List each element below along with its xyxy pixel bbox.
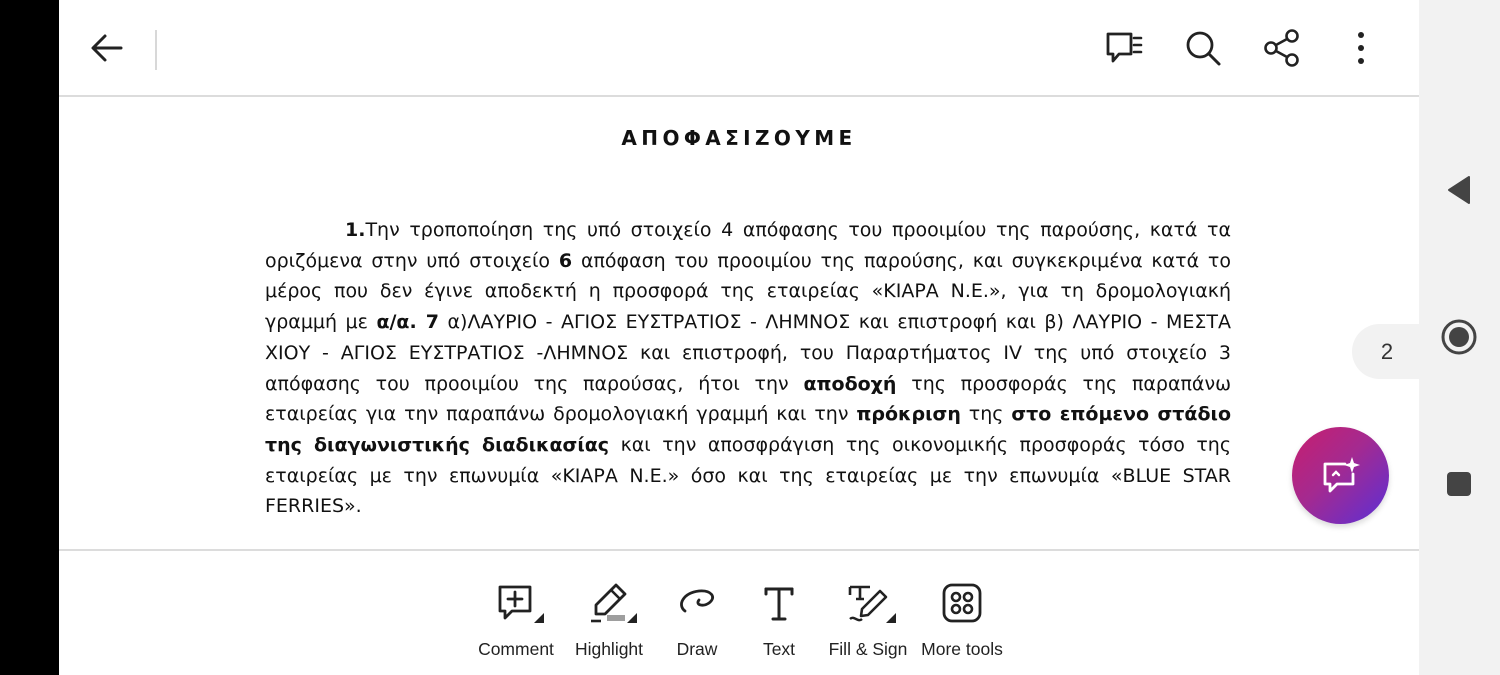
share-icon (1262, 28, 1302, 68)
comment-add-icon (494, 581, 538, 625)
bold-text-run: 6 (558, 249, 573, 272)
draw-icon (675, 581, 719, 625)
submenu-indicator (627, 613, 637, 623)
bold-text-run: στο επόμενο στάδιο της διαγωνιστικής διαδικασίας (265, 403, 1231, 456)
comments-list-icon (1104, 28, 1144, 68)
system-back-button[interactable] (1439, 170, 1479, 210)
document-page[interactable] (59, 99, 1419, 551)
pdf-viewer-app (59, 0, 1419, 675)
document-heading: ΑΠΟΦΑΣΙΖΟΥΜΕ (621, 126, 857, 150)
fill-sign-icon (846, 581, 890, 625)
bold-text-run: αποδοχή (803, 372, 897, 395)
text-run: της προσφοράς της παραπάνω εταιρείας για την παραπάνω δρομολογιακή γραμμή και την (265, 372, 1231, 426)
tool-label: Text (762, 639, 796, 659)
tool-highlight[interactable] (569, 581, 649, 671)
search-icon (1184, 29, 1222, 67)
page-number-indicator[interactable]: 2 (1352, 324, 1422, 379)
highlighter-icon (587, 581, 631, 625)
back-arrow-icon (89, 30, 125, 66)
more-vertical-icon (1355, 30, 1367, 66)
triangle-back-icon (1445, 174, 1473, 206)
text-run: της (960, 403, 1012, 426)
tool-text[interactable] (747, 581, 811, 671)
tool-label: Highlight (574, 639, 644, 659)
recents-square-icon (1445, 470, 1473, 498)
text-run: απόφαση του προοιμίου της παρούσης, και συγκεκριμένα κατά το μέρος που δεν έγινε αποδεκτή η προσφορά της εταιρείας «ΚΙΑΡΑ Ν.Ε.», για τη δρομολογιακή γραμμή με (265, 249, 1231, 334)
tool-label: Draw (676, 639, 718, 659)
text-run: και την αποσφράγιση της οικονομικής προσφοράς τόσο της εταιρείας με την επωνυμία «ΚΙΑΡΑ Ν.Ε.» όσο και της εταιρείας με την επωνυμία «BLUE STAR FERRIES». (265, 433, 1231, 518)
bold-text-run: 1. (345, 219, 366, 241)
system-navigation-bar (1419, 0, 1500, 675)
bold-text-run: πρόκριση (856, 403, 961, 426)
submenu-indicator (886, 613, 896, 623)
home-circle-icon (1439, 317, 1479, 357)
document-body (265, 215, 1231, 522)
more-options-button[interactable] (1337, 24, 1385, 72)
top-toolbar (59, 0, 1419, 97)
ai-chat-sparkle-icon (1319, 454, 1363, 498)
tool-fill-sign[interactable] (823, 581, 913, 671)
tool-draw[interactable] (662, 581, 732, 671)
toolbar-divider (155, 30, 157, 70)
system-recents-button[interactable] (1439, 464, 1479, 504)
tool-more-tools[interactable] (916, 581, 1008, 671)
submenu-indicator (534, 613, 544, 623)
tool-label: Comment (478, 639, 554, 659)
document-paragraph (265, 215, 1231, 522)
tool-label: Fill & Sign (828, 639, 908, 659)
text-run: α)ΛΑΥΡΙΟ - ΑΓΙΟΣ ΕΥΣΤΡΑΤΙΟΣ - ΛΗΜΝΟΣ και επιστροφή και β) ΛΑΥΡΙΟ - ΜΕΣΤΑ ΧΙΟΥ - ΑΓΙΟΣ ΕΥΣΤΡΑΤΙΟΣ -ΛΗΜΝΟΣ και επιστροφή, του Παραρτήματος IV της υπό στοιχείο 3 απόφασης του προοιμίου της παρούσας, ήτοι την (265, 311, 1231, 395)
tool-comment[interactable] (476, 581, 556, 671)
text-icon (757, 581, 801, 625)
search-button[interactable] (1179, 24, 1227, 72)
system-home-button[interactable] (1439, 317, 1479, 357)
ai-assistant-button[interactable] (1292, 427, 1389, 524)
text-run: Την τροποποίηση της υπό στοιχείο 4 απόφασης του προοιμίου της παρούσης, κατά τα οριζόμενα στην υπό στοιχείο (265, 219, 1231, 272)
bold-text-run: α/α. 7 (376, 311, 440, 334)
back-button[interactable] (83, 24, 131, 72)
share-button[interactable] (1258, 24, 1306, 72)
bottom-toolbar (59, 553, 1419, 675)
grid-icon (940, 581, 984, 625)
comments-list-button[interactable] (1100, 24, 1148, 72)
tool-label: More tools (921, 639, 1003, 659)
